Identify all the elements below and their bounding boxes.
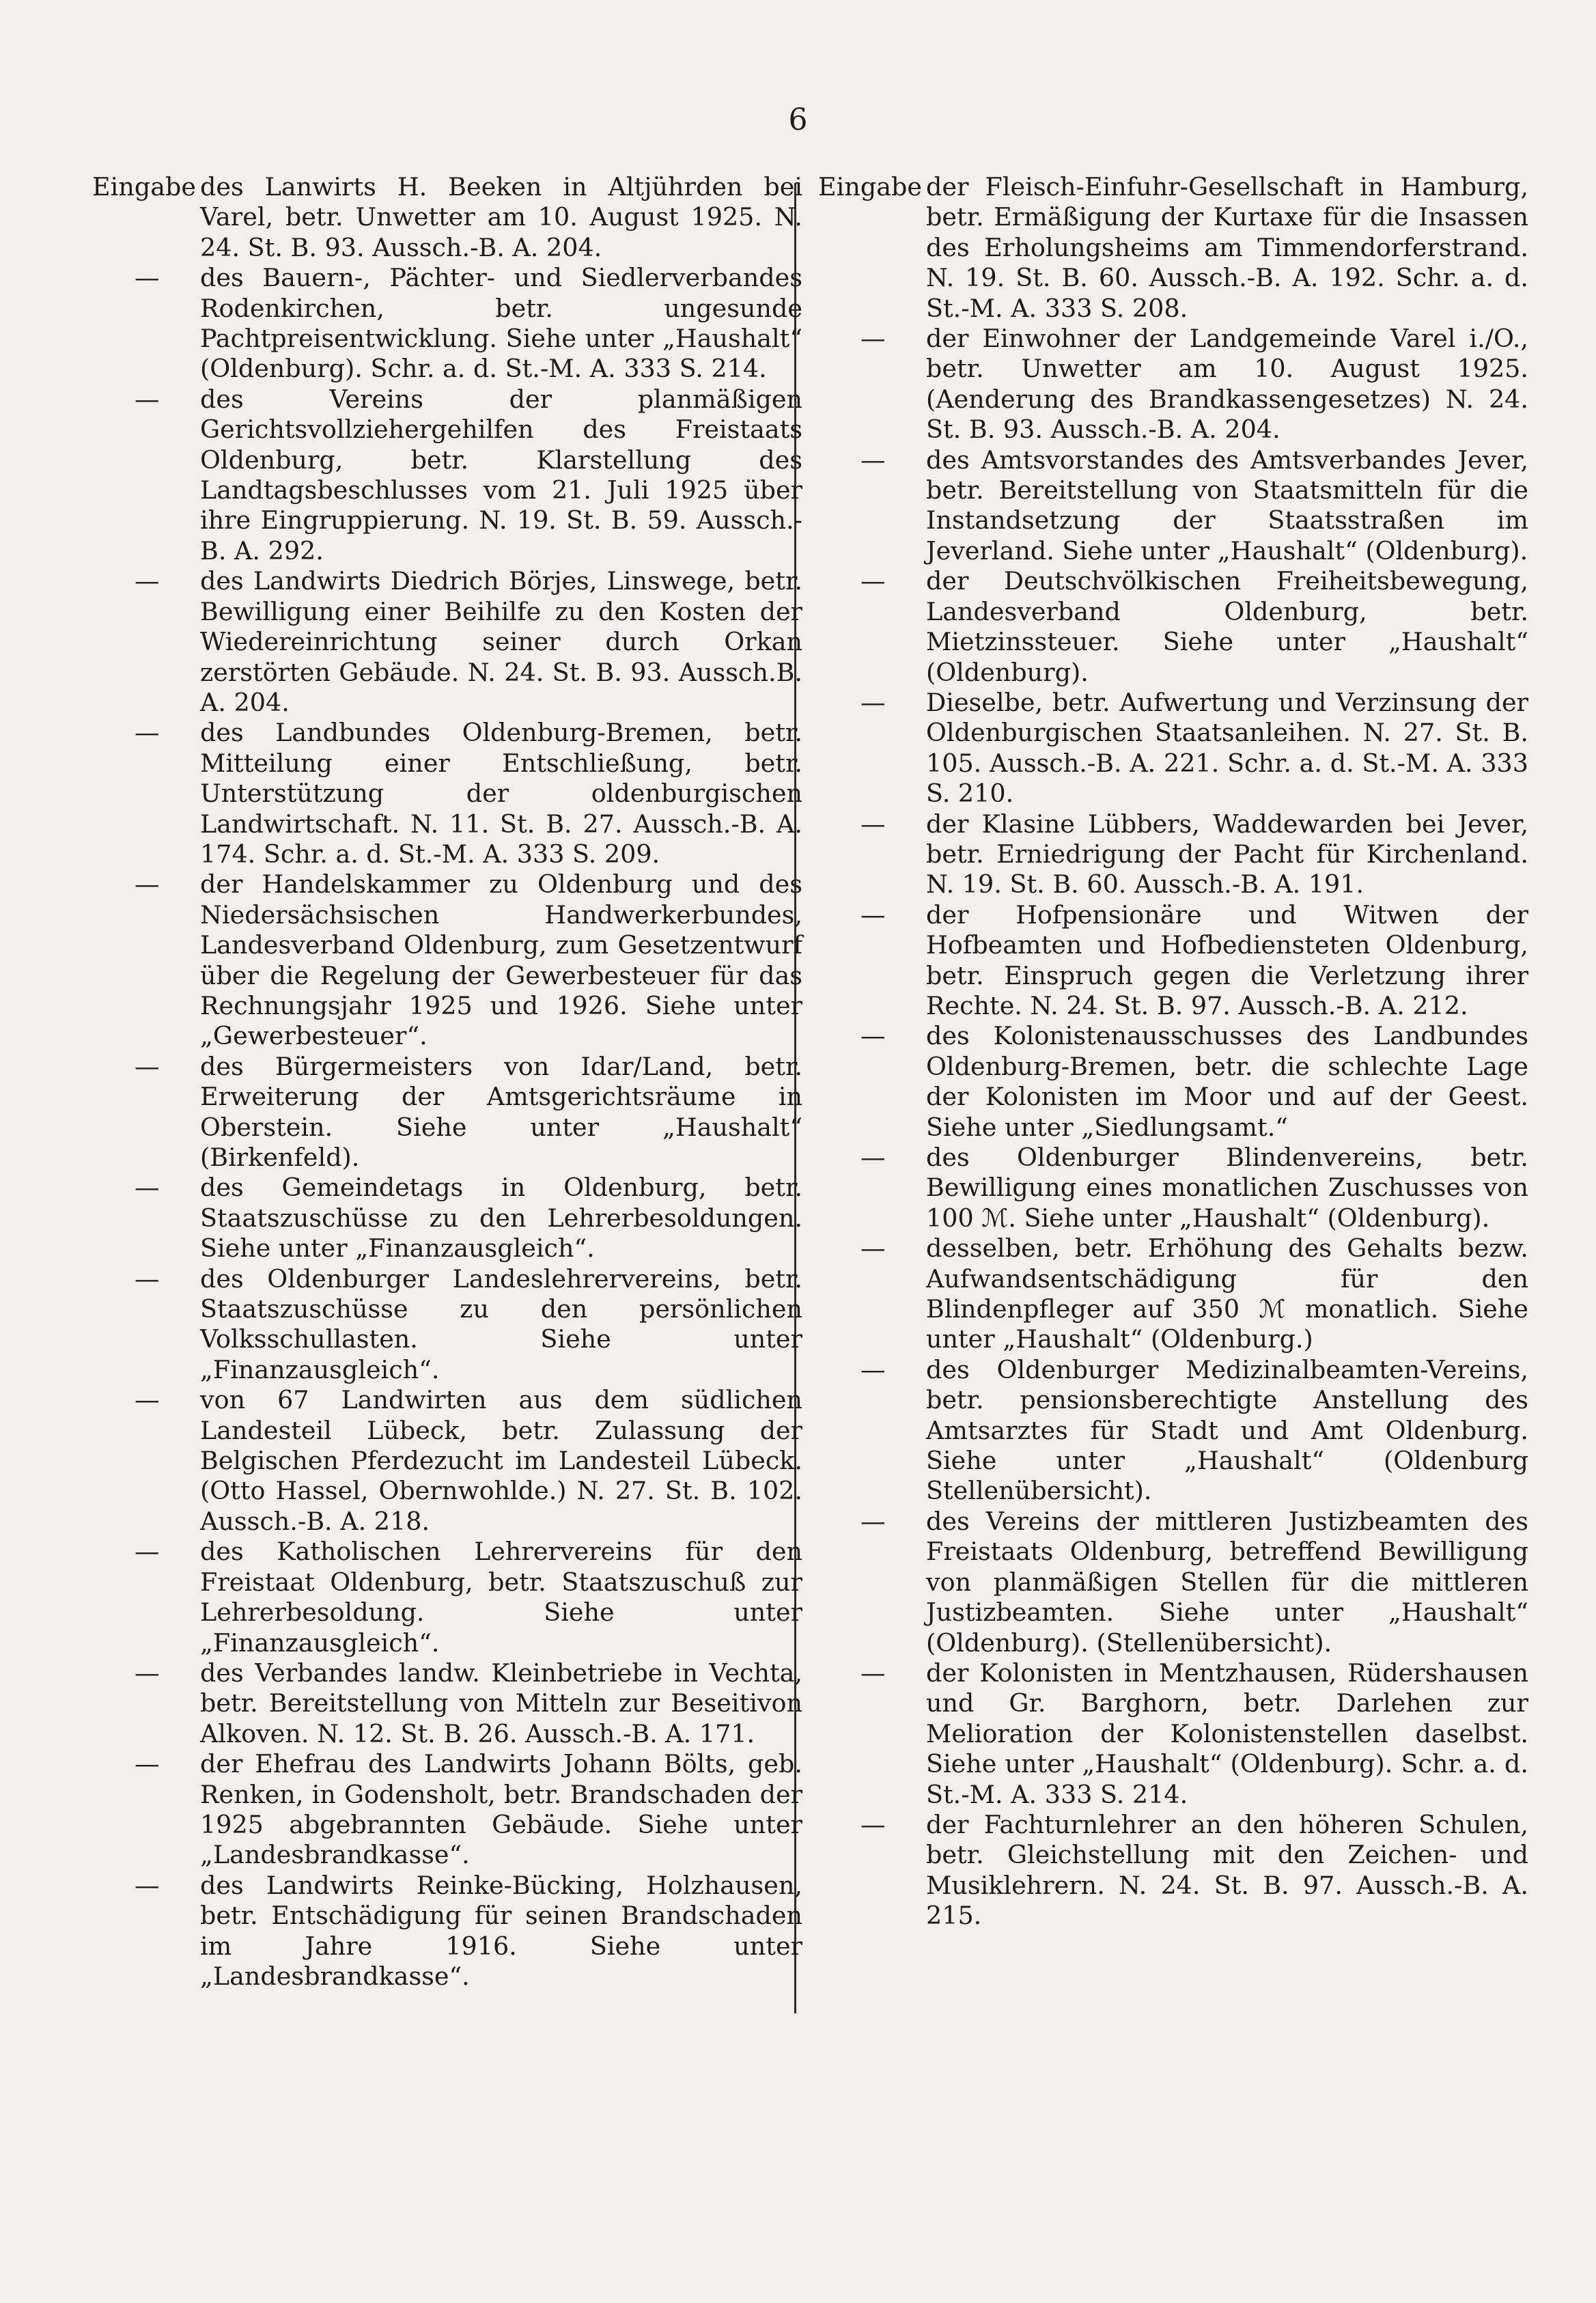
entry-lead: — [135, 1385, 160, 1415]
entry-text: der Klasine Lübbers, Waddewarden bei Jever, betr. Erniedrigung der Pacht für Kirchenland. N. 19. St. B. 60. Aussch.-B. A. 191. [926, 809, 1528, 899]
entry-text: des Oldenburger Medizinalbeamten-Vereins, betr. pensionsberechtigte Anstellung des Amtsarztes für Stadt und Amt Oldenburg. Siehe unter „Haushalt“ (Oldenburg Stellenübersicht). [926, 1354, 1528, 1506]
entry-lead: — [135, 1537, 160, 1567]
entry-text: desselben, betr. Erhöhung des Gehalts bezw. Aufwandsentschädigung für den Blindenpfleger auf 350 ℳ monatlich. Siehe unter „Haushalt“ (Oldenburg.) [926, 1233, 1528, 1354]
index-entry [818, 1658, 1528, 1810]
entry-lead: — [860, 324, 886, 354]
entry-text: von 67 Landwirten aus dem südlichen Landesteil Lübeck, betr. Zulassung der Belgischen Pferdezucht im Landesteil Lübeck. (Otto Hassel, Obernwohlde.) N. 27. St. B. 102. Aussch.-B. A. 218. [200, 1385, 802, 1536]
index-entry [92, 172, 802, 263]
index-entry [818, 809, 1528, 900]
entry-lead: Eingabe [92, 172, 196, 201]
entry-lead: — [860, 1809, 886, 1839]
right-column [818, 172, 1528, 1931]
entry-text: des Bürgermeisters von Idar/Land, betr. Erweiterung der Amtsgerichtsräume in Oberstein. Siehe unter „Haushalt“ (Birkenfeld). [200, 1051, 802, 1172]
entry-lead: — [860, 1658, 886, 1688]
entry-text: der Deutschvölkischen Freiheitsbewegung, Landesverband Oldenburg, betr. Mietzinssteuer. Siehe unter „Haushalt“ (Oldenburg). [926, 566, 1528, 687]
index-entry [818, 1507, 1528, 1658]
entry-text: der Fleisch-Einfuhr-Gesellschaft in Hamburg, betr. Ermäßigung der Kurtaxe für die Insassen des Erholungsheims am Timmendorferstrand. N. 19. St. B. 60. Aussch.-B. A. 192. Schr. a. d. St.-M. A. 333 S. 208. [926, 172, 1528, 323]
entry-text: der Fachturnlehrer an den höheren Schulen, betr. Gleichstellung mit den Zeichen- und Musiklehrern. N. 24. St. B. 97. Aussch.-B. A. 215. [926, 1809, 1528, 1931]
entry-text: des Vereins der mittleren Justizbeamten des Freistaats Oldenburg, betreffend Bewilligung von planmäßigen Stellen für die mittleren Justizbeamten. Siehe unter „Haushalt“ (Oldenburg). (Stellenübersicht). [926, 1506, 1528, 1658]
index-entry [92, 566, 802, 718]
index-entry [818, 1355, 1528, 1507]
entry-text: des Kolonistenausschusses des Landbundes Oldenburg-Bremen, betr. die schlechte Lage der Kolonisten im Moor und auf der Geest. Siehe unter „Siedlungsamt.“ [926, 1021, 1528, 1142]
entry-lead: — [135, 1264, 160, 1294]
entry-lead: — [860, 1143, 886, 1172]
index-entry [818, 1233, 1528, 1355]
index-entry [92, 385, 802, 566]
entry-lead: — [860, 809, 886, 839]
index-entry [818, 1810, 1528, 1931]
entry-lead: — [135, 384, 160, 414]
entry-lead: — [135, 1870, 160, 1900]
entry-text: des Bauern-, Pächter- und Siedlerverbandes Rodenkirchen, betr. ungesunde Pachtpreisentwicklung. Siehe unter „Haushalt“ (Oldenburg). Schr. a. d. St.-M. A. 333 S. 214. [200, 263, 802, 384]
entry-lead: — [135, 718, 160, 748]
entry-lead: — [135, 1658, 160, 1688]
index-entry [818, 566, 1528, 688]
entry-text: des Lanwirts H. Beeken in Altjührden bei Varel, betr. Unwetter am 10. August 1925. N. 24. St. B. 93. Aussch.-B. A. 204. [200, 172, 802, 262]
entry-lead: — [860, 1354, 886, 1384]
index-entry [818, 445, 1528, 567]
entry-lead: — [860, 899, 886, 930]
entry-text: des Vereins der planmäßigen Gerichtsvollziehergehilfen des Freistaats Oldenburg, betr. Klarstellung des Landtagsbeschlusses vom 21. Juli 1925 über ihre Eingruppierung. N. 19. St. B. 59. Aussch.-B. A. 292. [200, 384, 802, 566]
entry-text: der Kolonisten in Mentzhausen, Rüdershausen und Gr. Barghorn, betr. Darlehen zur Melioration der Kolonistenstellen daselbst. Siehe unter „Haushalt“ (Oldenburg). Schr. a. d. St.-M. A. 333 S. 214. [926, 1658, 1528, 1809]
entry-text: des Katholischen Lehrervereins für den Freistaat Oldenburg, betr. Staatszuschuß zur Lehrerbesoldung. Siehe unter „Finanzausgleich“. [200, 1537, 802, 1658]
entry-lead: — [135, 1051, 160, 1081]
index-entry [818, 1021, 1528, 1143]
entry-lead: — [860, 1233, 886, 1264]
index-entry [818, 1143, 1528, 1233]
index-entry [92, 263, 802, 385]
entry-text: des Landbundes Oldenburg-Bremen, betr. Mitteilung einer Entschließung, betr. Unterstützung der oldenburgischen Landwirtschaft. N. 11. St. B. 27. Aussch.-B. A. 174. Schr. a. d. St.-M. A. 333 S. 209. [200, 718, 802, 869]
entry-lead: — [135, 566, 160, 596]
index-entry [92, 1537, 802, 1658]
entry-text: des Amtsvorstandes des Amtsverbandes Jever, betr. Bereitstellung von Staatsmitteln für die Instandsetzung der Staatsstraßen im Jeverland. Siehe unter „Haushalt“ (Oldenburg). [926, 445, 1528, 566]
index-entry [92, 1052, 802, 1173]
entry-text: des Landwirts Reinke-Bücking, Holzhausen, betr. Entschädigung für seinen Brandschaden im Jahre 1916. Siehe unter „Landesbrandkasse“. [200, 1870, 802, 1991]
index-entry [92, 1385, 802, 1537]
left-column [92, 172, 802, 1992]
index-entry [92, 1871, 802, 1992]
page-number: 6 [788, 102, 808, 137]
entry-text: des Gemeindetags in Oldenburg, betr. Staatszuschüsse zu den Lehrerbesoldungen. Siehe unter „Finanzausgleich“. [200, 1173, 802, 1264]
entry-lead: — [860, 566, 886, 596]
index-entry [92, 1264, 802, 1386]
entry-lead: — [135, 1173, 160, 1203]
entry-lead: — [860, 1021, 886, 1051]
index-entry [92, 869, 802, 1051]
entry-text: des Landwirts Diedrich Börjes, Linswege, betr. Bewilligung einer Beihilfe zu den Kosten der Wiedereinrichtung seiner durch Orkan zerstörten Gebäude. N. 24. St. B. 93. Aussch.B. A. 204. [200, 566, 802, 717]
index-entry [92, 718, 802, 869]
entry-lead: — [860, 1506, 886, 1536]
index-entry [818, 172, 1528, 324]
entry-text: der Handelskammer zu Oldenburg und des Niedersächsischen Handwerkerbundes, Landesverband Oldenburg, zum Gesetzentwurf über die Regelung der Gewerbesteuer für das Rechnungsjahr 1925 und 1926. Siehe unter „Gewerbesteuer“. [200, 869, 802, 1051]
entry-text: der Einwohner der Landgemeinde Varel i./O., betr. Unwetter am 10. August 1925. (Aenderung des Brandkassengesetzes) N. 24. St. B. 93. Aussch.-B. A. 204. [926, 324, 1528, 445]
entry-text: des Oldenburger Landeslehrervereins, betr. Staatszuschüsse zu den persönlichen Volksschullasten. Siehe unter „Finanzausgleich“. [200, 1264, 802, 1384]
index-entry [92, 1173, 802, 1264]
index-entry [92, 1749, 802, 1871]
index-entry [818, 688, 1528, 809]
entry-lead: — [135, 263, 160, 293]
entry-text: Dieselbe, betr. Aufwertung und Verzinsung der Oldenburgischen Staatsanleihen. N. 27. St. B. 105. Aussch.-B. A. 221. Schr. a. d. St.-M. A. 333 S. 210. [926, 687, 1528, 809]
entry-text: der Ehefrau des Landwirts Johann Bölts, geb. Renken, in Godensholt, betr. Brandschaden der 1925 abgebrannten Gebäude. Siehe unter „Landesbrandkasse“. [200, 1749, 802, 1870]
entry-lead: — [135, 1749, 160, 1779]
index-entry [818, 324, 1528, 445]
entry-lead: — [860, 687, 886, 717]
entry-lead: Eingabe [818, 172, 922, 201]
entry-text: der Hofpensionäre und Witwen der Hofbeamten und Hofbediensteten Oldenburg, betr. Einspruch gegen die Verletzung ihrer Rechte. N. 24. St. B. 97. Aussch.-B. A. 212. [926, 899, 1528, 1020]
index-entry [92, 1658, 802, 1749]
index-entry [818, 900, 1528, 1022]
entry-text: des Verbandes landw. Kleinbetriebe in Vechta, betr. Bereitstellung von Mitteln zur Beseitivon Alkoven. N. 12. St. B. 26. Aussch.-B. A. 171. [200, 1658, 802, 1748]
entry-text: des Oldenburger Blindenvereins, betr. Bewilligung eines monatlichen Zuschusses von 100 ℳ. Siehe unter „Haushalt“ (Oldenburg). [926, 1143, 1528, 1233]
entry-lead: — [135, 869, 160, 899]
entry-lead: — [860, 445, 886, 475]
